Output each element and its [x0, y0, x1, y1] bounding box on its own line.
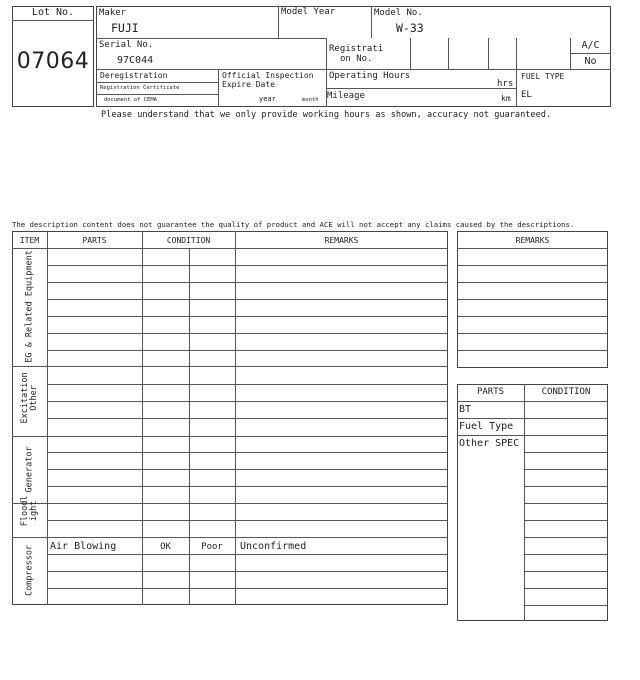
section-generator: Generator [24, 446, 35, 493]
compressor-remark-unconfirmed: Unconfirmed [240, 541, 307, 552]
registration-certificate-label: Registration Certificate [100, 85, 180, 91]
inspection-label-1: Official Inspection [222, 71, 314, 80]
operating-hours-label: Operating Hours [329, 71, 411, 81]
column-header-condition: CONDITION [166, 236, 211, 245]
km-label: km [501, 94, 511, 103]
working-hours-notice: Please understand that we only provide working hours as shown, accuracy not guaranteed. [101, 110, 552, 120]
cema-document-label: document of CEMA [104, 97, 157, 103]
registration-label-1: Registrati [329, 44, 384, 54]
section-floodl-label: Floodl [20, 495, 31, 527]
lot-label: Lot No. [31, 7, 75, 18]
right-remarks-header: REMARKS [515, 236, 550, 245]
section-ight-label: ight [29, 500, 39, 522]
mileage-label: Mileage [327, 91, 365, 101]
compressor-condition-ok: OK [160, 542, 171, 552]
column-header-item: ITEM [19, 236, 40, 245]
right-row-bt: BT [459, 404, 472, 415]
column-header-remarks: REMARKS [324, 236, 359, 245]
lot-number: 07064 [16, 49, 90, 74]
inspection-label-2: Expire Date [222, 80, 275, 89]
column-header-parts: PARTS [82, 236, 107, 245]
registration-label-2: on No. [340, 54, 373, 64]
description-notice: The description content does not guarantee the quality of product and ACE will not accept any claims caused by the descriptions. [12, 220, 575, 229]
maker-label: Maker [99, 8, 127, 18]
model-no-label: Model No. [374, 8, 423, 18]
month-label: month [302, 97, 319, 103]
right-parts-header: PARTS [476, 387, 505, 397]
section-floodlight [21, 488, 39, 534]
section-eg-related-equipment: EG & Related Equipment [24, 250, 35, 363]
section-excitation-label: Excitation [20, 372, 31, 424]
compressor-part-air-blowing: Air Blowing [50, 541, 117, 552]
fuel-type-value: EL [521, 90, 532, 100]
section-other-label: Other [29, 385, 39, 411]
right-condition-header: CONDITION [541, 387, 591, 397]
right-row-other-spec: Other SPEC [459, 438, 520, 449]
serial-value: 97C044 [117, 55, 154, 66]
year-label: year [259, 95, 276, 103]
model-year-label: Model Year [281, 7, 336, 17]
ac-value: No [584, 56, 597, 67]
right-row-fuel-type: Fuel Type [459, 421, 514, 432]
serial-label: Serial No. [99, 40, 154, 50]
deregistration-label: Deregistration [100, 71, 168, 80]
compressor-condition-poor: Poor [201, 542, 223, 552]
hrs-label: hrs [497, 79, 514, 89]
model-no-value: W-33 [396, 21, 424, 35]
section-compressor: Compressor [24, 544, 35, 597]
ac-label: A/C [581, 40, 600, 51]
fuel-type-label: FUEL TYPE [521, 72, 565, 81]
section-excitation-other [21, 363, 39, 433]
maker-value: FUJI [111, 21, 139, 35]
